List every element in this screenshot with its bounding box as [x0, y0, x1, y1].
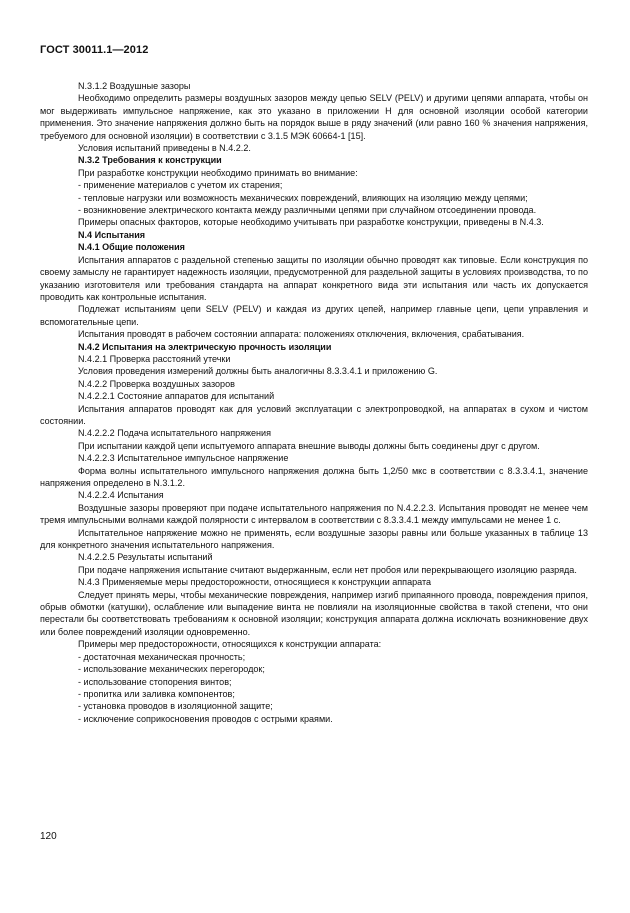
- paragraph: N.4.2.2.1 Состояние аппаратов для испытаний: [78, 391, 275, 402]
- paragraph: Испытания проводят в рабочем состоянии аппарата: положениях отключения, включения, срабатывания.: [78, 329, 525, 340]
- page-header: ГОСТ 30011.1—2012: [40, 44, 149, 56]
- paragraph: Необходимо определить размеры воздушных зазоров между цепью SELV (PELV) и другими цепями аппарата, чтобы он мог выдерживать импульсное напряжение, как это указано в приложении Н для основной изоляции особой категории применения. Это значение напряжения должно быть на порядок выше в ряду значений (или равно 160 % значения напряжения, требуемого для основной изоляции) в соответствии с 3.1.5 МЭК 60664-1 [15].: [40, 93, 588, 141]
- paragraph: - достаточная механическая прочность;: [78, 651, 246, 662]
- paragraph: Условия проведения измерений должны быть аналогичны 8.3.3.4.1 и приложению G.: [78, 366, 438, 377]
- paragraph: Испытания аппаратов проводят как для условий эксплуатации с электропроводкой, на аппаратах в сухом и чистом состоянии.: [40, 403, 588, 426]
- paragraph: Форма волны испытательного импульсного напряжения должна быть 1,2/50 мкс в соответствии с 8.3.3.4.1, значение напряжения определено в N.3.1.2.: [40, 465, 588, 488]
- paragraph: Подлежат испытаниям цепи SELV (PELV) и каждая из других цепей, например главные цепи, цепи управления и вспомогательные цепи.: [40, 304, 588, 327]
- paragraph: N.4.2.2.4 Испытания: [78, 490, 164, 501]
- section-heading: N.4.2 Испытания на электрическую прочность изоляции: [78, 341, 332, 352]
- paragraph: При испытании каждой цепи испытуемого аппарата внешние выводы должны быть соединены друг с другом.: [78, 440, 540, 451]
- paragraph: - применение материалов с учетом их старения;: [78, 180, 283, 191]
- paragraph: - пропитка или заливка компонентов;: [78, 688, 235, 699]
- page-number: 120: [40, 831, 57, 842]
- paragraph: Испытания аппаратов с раздельной степенью защиты по изоляции обычно проводят как типовые. Если конструкция по своему замыслу не гарантирует надежность изоляции, предусмотренной для раздельной защиты в условиях производства, то по указанию изготовителя или требования стандарта на аппарат конкретного вида эти испытания или часть их допускается проводить как контрольные испытания.: [40, 254, 588, 302]
- paragraph: N.4.2.2.5 Результаты испытаний: [78, 552, 213, 563]
- paragraph: N.4.3 Применяемые меры предосторожности, относящиеся к конструкции аппарата: [78, 577, 432, 588]
- paragraph: - использование механических перегородок;: [78, 664, 265, 675]
- paragraph: При разработке конструкции необходимо принимать во внимание:: [78, 167, 358, 178]
- paragraph: При подаче напряжения испытание считают выдержанным, если нет пробоя или перекрывающего изоляцию разряда.: [78, 564, 577, 575]
- section-heading: N.3.2 Требования к конструкции: [78, 155, 222, 166]
- paragraph: Примеры мер предосторожности, относящихся к конструкции аппарата:: [78, 639, 382, 650]
- paragraph: - установка проводов в изоляционной защите;: [78, 701, 273, 712]
- paragraph: - возникновение электрического контакта между различными цепями при случайном отсоединении провода.: [78, 205, 537, 216]
- paragraph: N.4.2.2.2 Подача испытательного напряжения: [78, 428, 272, 439]
- paragraph: - тепловые нагрузки или возможность механических повреждений, влияющих на изоляцию между цепями;: [78, 192, 528, 203]
- paragraph: N.3.1.2 Воздушные зазоры: [78, 81, 191, 91]
- paragraph: N.4.2.2 Проверка воздушных зазоров: [78, 378, 235, 389]
- document-body: [40, 80, 588, 725]
- paragraph: Примеры опасных факторов, которые необходимо учитывать при разработке конструкции, приведены в N.4.3.: [78, 217, 544, 228]
- section-heading: N.4 Испытания: [78, 229, 146, 240]
- paragraph: Условия испытаний приведены в N.4.2.2.: [78, 143, 251, 154]
- paragraph: N.4.2.1 Проверка расстояний утечки: [78, 353, 231, 364]
- paragraph: Испытательное напряжение можно не применять, если воздушные зазоры равны или больше указанных в таблице 13 для конкретного значения испытательного напряжения.: [40, 527, 588, 551]
- paragraph: N.4.2.2.3 Испытательное импульсное напряжение: [78, 453, 289, 464]
- paragraph: Воздушные зазоры проверяют при подаче испытательного напряжения по N.4.2.2.3. Испытания проводят не менее чем тремя импульсными волнами каждой полярности с интервалом в соответствии с 8.3.3.4.1 между импульсами не менее 1 с.: [40, 502, 588, 526]
- paragraph: - использование стопорения винтов;: [78, 676, 232, 687]
- paragraph: Следует принять меры, чтобы механические повреждения, например изгиб припаянного провода, повреждения припоя, обрыв обмотки (катушки), ослабление или выпадение винта не повлияли на изоляционные свойства в такой степени, что они перестали бы соответствовать требованиям к основной изоляции; конструкция аппарата должна исключать возникновение двух или более повреждений изоляции одновременно.: [40, 589, 588, 637]
- paragraph: - исключение соприкосновения проводов с острыми краями.: [78, 713, 333, 724]
- section-heading: N.4.1 Общие положения: [78, 242, 185, 253]
